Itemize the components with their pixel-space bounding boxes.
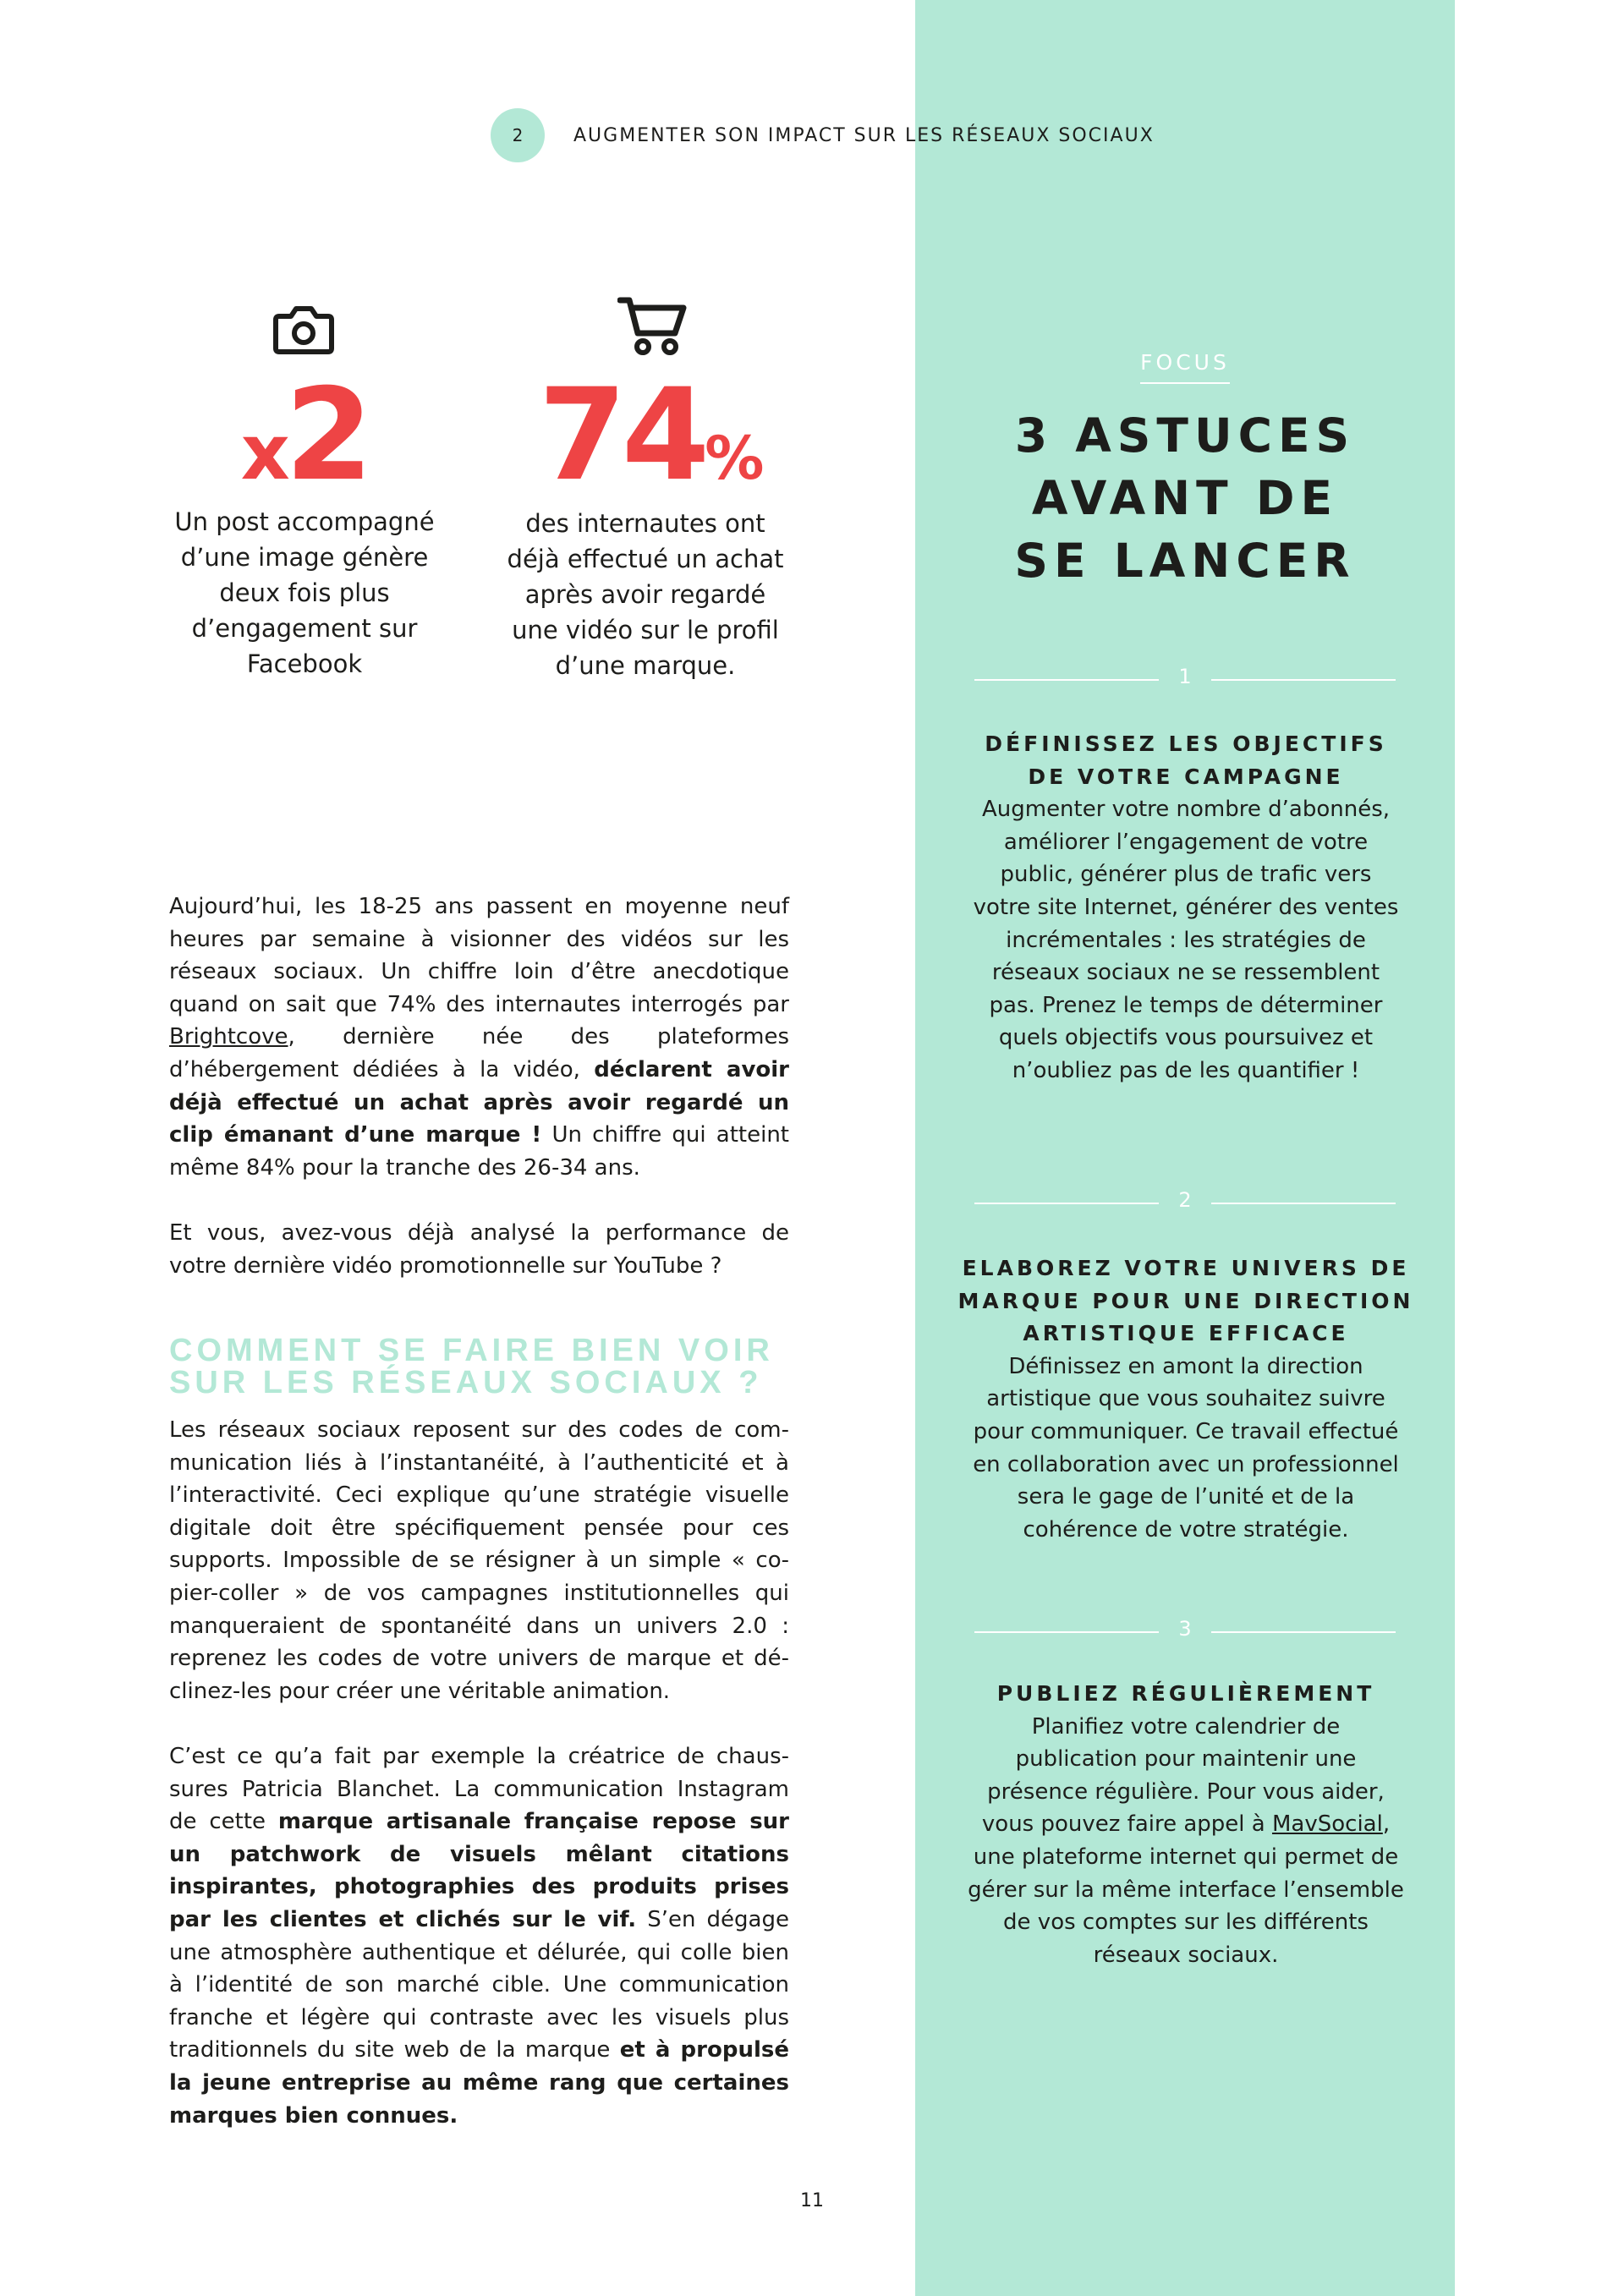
- tip-2-rule-right: [1211, 1203, 1396, 1204]
- camera-icon: [272, 304, 335, 355]
- tip-1: [939, 728, 1433, 1088]
- tip-2-body: Définissez en amont la direction artistique que vous souhaitez suivre pour communiquer. Ce travail effectué en collaboration avec un professionnel sera le gage de l’unité et de la cohérence de votre stratégie.: [973, 1353, 1399, 1543]
- intro-paragraph-2: Et vous, avez-vous déjà analysé la performance de votre dernière vidéo promotionnelle sur YouTube ?: [169, 1220, 789, 1279]
- brightcove-link[interactable]: Brightcove: [169, 1024, 288, 1050]
- intro-paragraph-1: Aujourd’hui, les 18-25 ans passent en moyenne neuf heures par semaine à visionner des vidéos sur les réseaux sociaux. Un chiffre loin d’être anecdotique quand on sait que 74% des internautes interrogés par Brightcove, dernière née des plateformes d’hébergement dédiées à la vidéo, déclarent avoir déjà effectué un achat après avoir regardé un clip émanant d’une marque ! Un chiffre qui atteint même 84% pour la tranche des 26-34 ans.: [169, 894, 790, 1181]
- section-paragraph-2: C’est ce qu’a fait par exemple la créatrice de chaussures Patricia Blanchet. La communication Instagram de cette marque artisanale française repose sur un patchwork de visuels mêlant citations inspirantes, photographies des produits prises par les clientes et clichés sur le vif. S’en dégage une atmosphère authentique et délurée, qui colle bien à l’identité de son marché cible. Une communication franche et légère qui contraste avec les visuels plus traditionnels du site web de la marque et à propulsé la jeune entreprise au même rang que certaines marques bien connues.: [169, 1744, 789, 2129]
- section-heading: COMMENT SE FAIRE BIEN VOIR SUR LES RÉSEAUX SOCIAUX ?: [169, 1333, 774, 1400]
- tip-1-body: Augmenter votre nombre d’abonnés, améliorer l’engagement de votre public, générer plus de trafic vers votre site Internet, générer des ventes incrémentales : les stratégies de réseaux sociaux ne se ressemblent pas. Prenez le temps de déterminer quels objectifs vous poursuivez et n’oubliez pas de les quantifier !: [973, 797, 1399, 1083]
- tip-3-rule-right: [1211, 1631, 1396, 1633]
- tip-1-rule-right: [1211, 679, 1396, 681]
- tip-3-body: Planifiez votre calendrier de publication pour maintenir une présence régulière. Pour vous aider, vous pouvez faire appel à MavSocial, une plateforme internet qui permet de gérer sur la même interface l’ensemble de vos comptes sur les différents réseaux sociaux.: [968, 1713, 1404, 1968]
- section-paragraph-1: Les réseaux sociaux reposent sur des codes de communication liés à l’instantanéité, à l’authenticité et à l’interactivité. Ceci explique qu’une stratégie visuelle digitale doit être spécifiquement pensée pour ces supports. Impossible de se résigner à un simple « copier-coller » de vos campagnes institutionnelles qui manqueraient de spontanéité dans un univers 2.0 : reprenez les codes de votre univers de marque et déclinez-les pour créer une véritable animation.: [169, 1417, 789, 1704]
- chapter-title: AUGMENTER SON IMPACT SUR LES RÉSEAUX SOCIAUX: [573, 125, 1155, 146]
- stat-number-74-percent: 74%: [538, 362, 765, 509]
- shopping-cart-icon: [617, 296, 687, 357]
- tip-2-heading: ELABOREZ VOTRE UNIVERS DE MARQUE POUR UNE DIRECTION ARTISTIQUE EFFICACE: [957, 1256, 1414, 1346]
- tip-2: [939, 1252, 1433, 1546]
- tip-1-rule-left: [974, 679, 1159, 681]
- tip-3: [939, 1678, 1433, 1971]
- tip-3-rule-left: [974, 1631, 1159, 1633]
- tip-2-number: 2: [1178, 1188, 1192, 1212]
- focus-label-underline: [1140, 382, 1230, 384]
- mavsocial-link[interactable]: MavSocial: [1271, 1811, 1383, 1838]
- tip-2-rule-left: [974, 1203, 1159, 1204]
- page-number: 11: [800, 2190, 824, 2211]
- tip-3-number: 3: [1178, 1617, 1192, 1641]
- stat-description-1: Un post accompagné d’une image génère deux fois plus d’engagement sur Facebook: [174, 507, 435, 678]
- stat-description-2: des internautes ont déjà effectué un achat après avoir regardé une vidéo sur le profil d’une marque.: [507, 509, 784, 680]
- chapter-number-badge: 2: [491, 108, 545, 162]
- focus-title: 3 ASTUCES AVANT DE SE LANCER: [1014, 408, 1356, 588]
- tip-1-heading: DÉFINISSEZ LES OBJECTIFS DE VOTRE CAMPAGNE: [985, 732, 1387, 789]
- tip-1-number: 1: [1178, 665, 1192, 688]
- focus-label: FOCUS: [1140, 350, 1230, 375]
- tip-3-heading: PUBLIEZ RÉGULIÈREMENT: [996, 1681, 1375, 1706]
- stat-number-x2: x2: [240, 362, 369, 509]
